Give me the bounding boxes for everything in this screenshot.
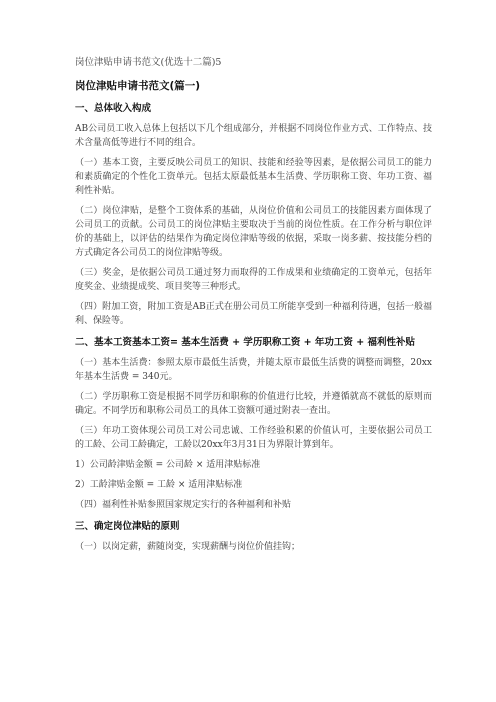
section-heading: 二、基本工资基本工资= 基本生活费 + 学历职称工资 + 年功工资 + 福利性补贴 [75,337,415,348]
document-title: 岗位津贴申请书范文(优选十二篇)5 [75,57,222,68]
paragraph: 2）工龄津贴金额 = 工龄 × 适用津贴标准 [75,480,243,490]
paragraph: （一）基本生活费：参照太原市最低生活费，并随太原市最低生活费的调整而调整，20xx年基本生活费 = 340元。 [75,358,432,382]
paragraph: AB公司员工收入总体上包括以下几个组成部分，并根据不同岗位作业方式、工作特点、技术含量高低等进行不同的组合。 [75,124,432,148]
section-income-structure [75,102,432,328]
paragraph: （一）以岗定薪，薪随岗变，实现薪酬与岗位价值挂钩； [75,542,301,552]
section-base-salary [75,336,432,512]
paragraph: 1）公司龄津贴金额 = 公司龄 × 适用津贴标准 [75,460,261,470]
paragraph: （一）基本工资，主要反映公司员工的知识、技能和经验等因素，是依据公司员工的能力和素质确定的个性化工资单元。包括太原最低基本生活费、学历职称工资、年功工资、福利性补贴。 [75,158,432,196]
section-allowance-principles [75,520,432,554]
article-heading: 岗位津贴申请书范文(篇一) [75,80,201,92]
paragraph: （二）岗位津贴，是整个工资体系的基础，从岗位价值和公司员工的技能因素方面体现了公司员工的贡献。公司员工的岗位津贴主要取决于当前的岗位性质。在工作分析与职位评价的基础上，以评估的结果作为确定岗位津贴等级的依据，采取一岗多薪、按技能分档的方式确定各公司员工的岗位津贴等级。 [75,206,432,258]
section-heading: 一、总体收入构成 [75,103,152,114]
paragraph: （三）年功工资体现公司员工对公司忠诚、工作经验积累的价值认可，主要依据公司员工的工龄、公司工龄确定，工龄以20xx年3月31日为界限计算到年。 [75,426,432,450]
paragraph: （三）奖金，是依据公司员工通过努力而取得的工作成果和业绩确定的工资单元，包括年度奖金、业绩提成奖、项目奖等三种形式。 [75,268,432,292]
paragraph: （二）学历职称工资是根据不同学历和职称的价值进行比较，并遵循就高不就低的原则而确定。不同学历和职称公司员工的具体工资额可通过附表一查出。 [75,392,432,416]
paragraph: （四）附加工资，附加工资是AB正式在册公司员工所能享受到一种福利待遇，包括一般福利、保险等。 [75,302,432,326]
section-heading: 三、确定岗位津贴的原则 [75,521,180,532]
paragraph: （四）福利性补贴参照国家规定实行的各种福利和补贴 [75,500,292,510]
